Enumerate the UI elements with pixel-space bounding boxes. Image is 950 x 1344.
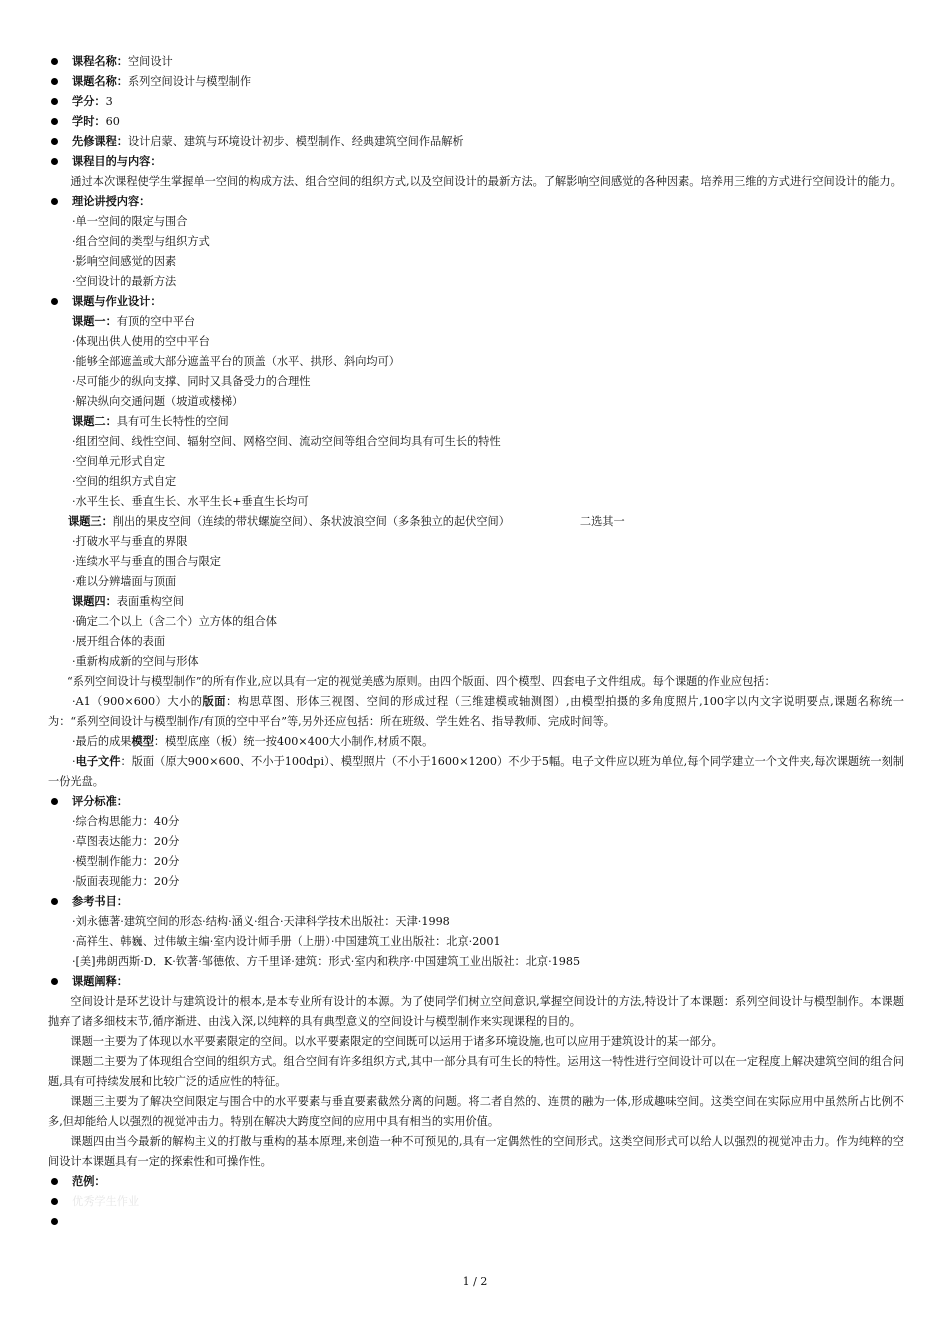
course-name-label: 课程名称：	[72, 55, 128, 68]
list-item: ·综合构思能力：40分	[72, 815, 180, 828]
grading-heading	[48, 792, 904, 812]
task-label: 课题二：	[72, 415, 117, 428]
examples-faint-text: 优秀学生作业	[72, 1195, 140, 1208]
topic-name-value: 系列空间设计与模型制作	[127, 75, 252, 88]
list-item: ·影响空间感觉的因素	[72, 255, 177, 268]
req-prefix: ·	[72, 755, 76, 768]
topic-name-row	[48, 72, 904, 92]
task-label: 课题四：	[72, 595, 117, 608]
list-item: ·[美]弗朗西斯·D．K·钦著·邹德侬、方千里译·建筑：形式·室内和秩序·中国建筑工业出版社：北京·1985	[72, 955, 581, 968]
req-text: ：模型底座（板）统一按400×400大小制作,材质不限。	[153, 735, 434, 748]
task-title: 削出的果皮空间（连续的带状螺旋空间）、条状波浪空间（多条独立的起伏空间）	[112, 515, 510, 528]
explanation-paragraph: 课题二主要为了体现组合空间的组织方式。组合空间有许多组织方式,其中一部分具有可生长的特性。运用这一特性进行空间设计可以在一定程度上解决建筑空间的组合问题,具有可持续发展和比较广泛的适应性的特征。	[48, 1055, 904, 1088]
list-item: ·展开组合体的表面	[72, 635, 166, 648]
list-item: ·能够全部遮盖或大部分遮盖平台的顶盖（水平、拱形、斜向均可）	[72, 355, 400, 368]
task-title: 表面重构空间	[116, 595, 184, 608]
req-bold: 模型	[131, 735, 154, 748]
list-item: ·水平生长、垂直生长、水平生长+垂直生长均可	[72, 495, 309, 508]
theory-heading	[48, 192, 904, 212]
req-bold: 版面	[202, 695, 226, 708]
grading-label: 评分标准：	[72, 795, 128, 808]
purpose-label: 课程目的与内容：	[72, 155, 162, 168]
list-item: ·尽可能少的纵向支撑、同时又具备受力的合理性	[72, 375, 311, 388]
req-text: ：版面（原大900×600、不小于100dpi）、模型照片（不小于1600×1200）不少于5幅。电子文件应以班为单位,每个同学建立一个文件夹,每次课题统一刻制一份光盘。	[48, 755, 904, 788]
list-item: ·连续水平与垂直的围合与限定	[72, 555, 221, 568]
req-prefix: ·最后的成果	[72, 735, 132, 748]
req-bold: 电子文件	[75, 755, 121, 768]
purpose-heading	[48, 152, 904, 172]
task-1-heading	[48, 312, 904, 332]
references-heading	[48, 892, 904, 912]
explanation-heading	[48, 972, 904, 992]
explanation-paragraph: 空间设计是环艺设计与建筑设计的根本,是本专业所有设计的本源。为了使同学们树立空间意识,掌握空间设计的方法,特设计了本课题：系列空间设计与模型制作。本课题抛弃了诸多细枝末节,循序渐进、由浅入深,以纯粹的具有典型意义的空间设计与模型制作来实现课程的目的。	[48, 995, 904, 1028]
requirement-board	[48, 692, 904, 732]
prereq-label: 先修课程：	[72, 135, 128, 148]
examples-heading	[48, 1172, 904, 1192]
list-item: ·单一空间的限定与围合	[72, 215, 188, 228]
hours-value: 60	[105, 115, 120, 128]
course-name-row	[48, 52, 904, 72]
list-item: ·体现出供人使用的空中平台	[72, 335, 210, 348]
list-item: ·空间单元形式自定	[72, 455, 166, 468]
course-name-value: 空间设计	[127, 55, 173, 68]
list-item: ·空间的组织方式自定	[72, 475, 177, 488]
requirement-model	[48, 732, 904, 752]
credits-value: 3	[105, 95, 113, 108]
theory-label: 理论讲授内容：	[72, 195, 151, 208]
list-item: ·组团空间、线性空间、辐射空间、网格空间、流动空间等组合空间均具有可生长的特性	[72, 435, 501, 448]
task-choice-note: 二选其一	[579, 515, 625, 528]
assignments-heading	[48, 292, 904, 312]
prereq-value: 设计启蒙、建筑与环境设计初步、模型制作、经典建筑空间作品解析	[127, 135, 464, 148]
list-item: ·组合空间的类型与组织方式	[72, 235, 210, 248]
task-label: 课题一：	[72, 315, 117, 328]
list-item: ·确定二个以上（含二个）立方体的组合体	[72, 615, 277, 628]
hours-label: 学时：	[72, 115, 106, 128]
task-title: 具有可生长特性的空间	[116, 415, 229, 428]
list-item: ·重新构成新的空间与形体	[72, 655, 199, 668]
list-item: ·刘永德著·建筑空间的形态·结构·涵义·组合·天津科学技术出版社：天津·1998	[72, 915, 450, 928]
prereq-row	[48, 132, 904, 152]
requirement-file	[48, 752, 904, 792]
list-item: ·版面表现能力：20分	[72, 875, 180, 888]
req-prefix: ·A1（900×600）大小的	[72, 695, 203, 708]
list-item: ·草图表达能力：20分	[72, 835, 180, 848]
syllabus-content	[48, 52, 904, 1232]
assignments-label: 课题与作业设计：	[72, 295, 162, 308]
task-3-heading	[48, 512, 904, 532]
list-item: ·打破水平与垂直的界限	[72, 535, 188, 548]
task-2-heading	[48, 412, 904, 432]
examples-item	[48, 1192, 904, 1212]
task-label: 课题三：	[68, 515, 113, 528]
explanation-paragraph: 课题一主要为了体现以水平要素限定的空间。以水平要素限定的空间既可以运用于诸多环境设施,也可以应用于建筑设计的某一部分。	[70, 1035, 723, 1048]
credits-label: 学分：	[72, 95, 106, 108]
credits-row	[48, 92, 904, 112]
list-item: ·模型制作能力：20分	[72, 855, 180, 868]
examples-empty-item	[48, 1212, 904, 1232]
purpose-text: 通过本次课程使学生掌握单一空间的构成方法、组合空间的组织方式,以及空间设计的最新方法。了解影响空间感觉的各种因素。培养用三维的方式进行空间设计的能力。	[70, 175, 902, 188]
references-label: 参考书目：	[72, 895, 128, 908]
examples-label: 范例：	[72, 1175, 106, 1188]
list-item: ·难以分辨墙面与顶面	[72, 575, 177, 588]
list-item: ·空间设计的最新方法	[72, 275, 177, 288]
explanation-label: 课题阐释：	[72, 975, 128, 988]
explanation-paragraph: 课题三主要为了解决空间限定与围合中的水平要素与垂直要素截然分离的问题。将二者自然的、连贯的融为一体,形成趣味空间。这类空间在实际应用中虽然所占比例不多,但却能给人以强烈的视觉冲击力。特别在解决大跨度空间的应用中具有相当的实用价值。	[48, 1095, 904, 1128]
list-item: ·解决纵向交通问题（坡道或楼梯）	[72, 395, 244, 408]
hours-row	[48, 112, 904, 132]
task-4-heading	[48, 592, 904, 612]
task-title: 有顶的空中平台	[116, 315, 196, 328]
requirement-intro: “系列空间设计与模型制作”的所有作业,应以具有一定的视觉美感为原则。由四个版面、四个模型、四套电子文件组成。每个课题的作业应包括：	[67, 675, 776, 688]
topic-name-label: 课题名称：	[72, 75, 128, 88]
explanation-paragraph: 课题四由当今最新的解构主义的打散与重构的基本原理,来创造一种不可预见的,具有一定偶然性的空间形式。这类空间形式可以给人以强烈的视觉冲击力。作为纯粹的空间设计本课题具有一定的探索性和可操作性。	[48, 1135, 904, 1168]
list-item: ·高祥生、韩巍、过伟敏主编·室内设计师手册（上册）·中国建筑工业出版社：北京·2001	[72, 935, 501, 948]
req-text: ：构思草图、形体三视图、空间的形成过程（三维建模或轴测图）,由模型拍摄的多角度照片,100字以内文字说明要点,课题名称统一为：“系列空间设计与模型制作/有顶的空中平台”等,另外还应包括：所在班级、学生姓名、指导教师、完成时间等。	[48, 695, 904, 728]
page-number: 1 / 2	[462, 1275, 488, 1288]
